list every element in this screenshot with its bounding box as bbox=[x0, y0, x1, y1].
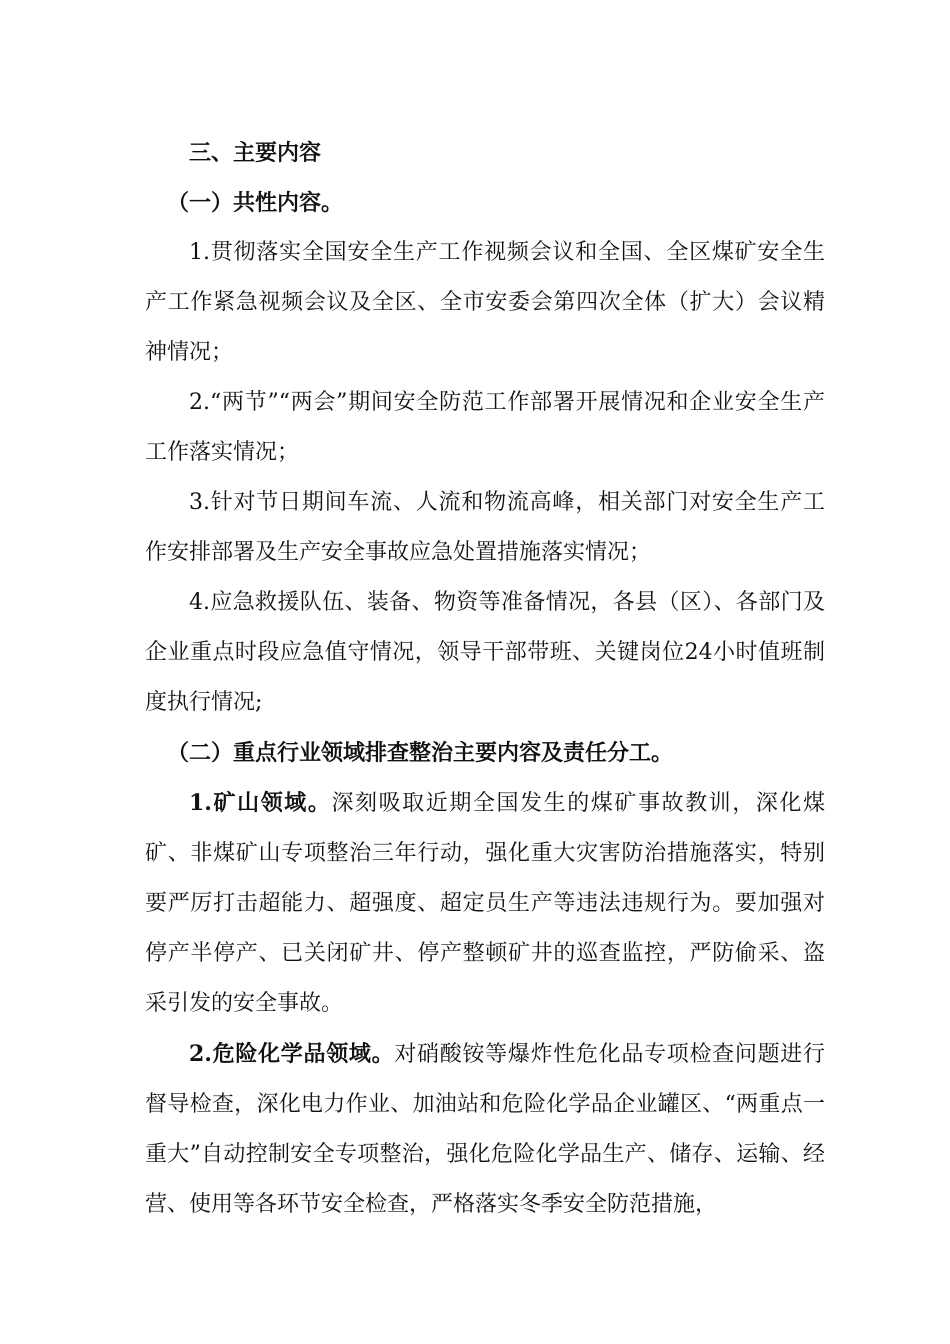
section-heading-main-content: 三、主要内容 bbox=[189, 140, 322, 166]
subsection-heading-common: （一）共性内容。 bbox=[167, 190, 344, 216]
subsection-heading-key-industries: （二）重点行业领域排查整治主要内容及责任分工。 bbox=[167, 740, 674, 766]
chem-body-text: 对硝酸铵等爆炸性危化品专项检查问题进行督导检查，深化电力作业、加油站和危险化学品企业罐区、“两重点一重大”自动控制安全专项整治，强化危险化学品生产、储存、运输、经营、使用等各环节安全检查，严格落实冬季安全防范措施， bbox=[145, 1042, 825, 1217]
paragraph-item-1: 1.贯彻落实全国安全生产工作视频会议和全国、全区煤矿安全生产工作紧急视频会议及全区、全市安委会第四次全体（扩大）会议精神情况； bbox=[145, 240, 825, 365]
chem-lead-title: 2.危险化学品领域。 bbox=[189, 1041, 395, 1067]
mining-lead-title: 1.矿山领域。 bbox=[189, 790, 332, 816]
paragraph-item-4: 4.应急救援队伍、装备、物资等准备情况，各县（区）、各部门及企业重点时段应急值守情况，领导干部带班、关键岗位24小时值班制度执行情况; bbox=[145, 590, 825, 715]
paragraph-hazardous-chemicals bbox=[145, 1029, 825, 1230]
document-body bbox=[145, 128, 825, 1230]
paragraph-item-3: 3.针对节日期间车流、人流和物流高峰，相关部门对安全生产工作安排部署及生产安全事故应急处置措施落实情况； bbox=[145, 490, 825, 565]
mining-body-text: 深刻吸取近期全国发生的煤矿事故教训，深化煤矿、非煤矿山专项整治三年行动，强化重大灾害防治措施落实，特别要严厉打击超能力、超强度、超定员生产等违法违规行为。要加强对停产半停产、已关闭矿井、停产整顿矿井的巡查监控，严防偷采、盗采引发的安全事故。 bbox=[145, 791, 825, 1016]
paragraph-item-2: 2.“两节”“两会”期间安全防范工作部署开展情况和企业安全生产工作落实情况； bbox=[145, 390, 825, 465]
paragraph-mining bbox=[145, 778, 825, 1029]
